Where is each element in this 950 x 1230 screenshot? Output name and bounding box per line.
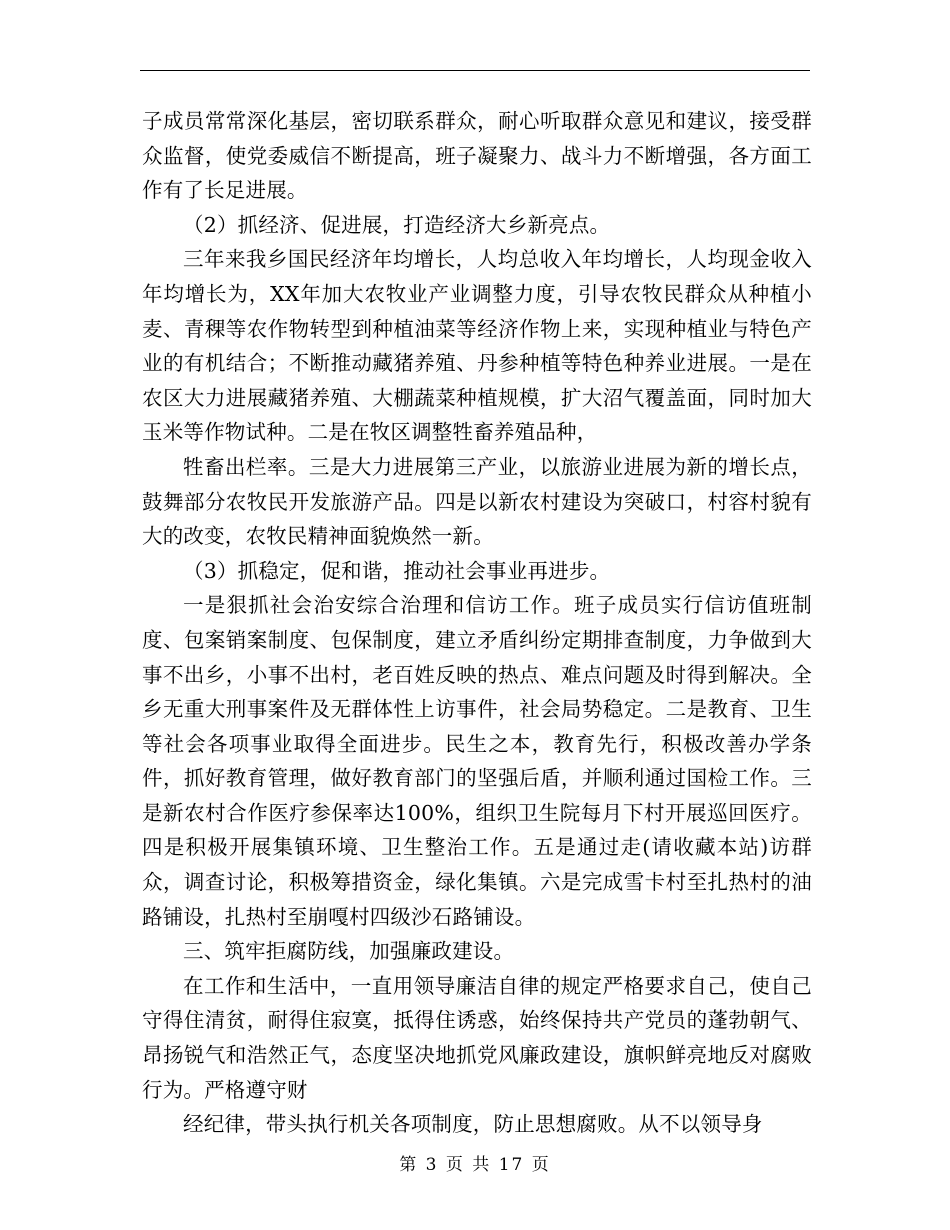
paragraph-2: （2）抓经济、促进展，打造经济大乡新亮点。 — [183, 212, 611, 237]
paragraph-9: 经纪律，带头执行机关各项制度，防止思想腐败。从不以领导身 — [183, 1112, 763, 1137]
paragraph-3: 三年来我乡国民经济年均增长，人均总收入年均增长，人均现金收入年均增长为，XX年加大农牧业产业调整力度，引导农牧民群众从种植小麦、青稞等农作物转型到种植油菜等经济作物上来，实现种植业与特色产业的有机结合；不断推动藏猪养殖、丹参种植等特色种养业进展。一是在农区大力进展藏猪养殖、大棚蔬菜种植规模，扩大沼气覆盖面，同时加大玉米等作物试种。二是在牧区调整牲畜养殖品种， — [142, 247, 812, 445]
paragraph-4: 牲畜出栏率。三是大力进展第三产业，以旅游业进展为新的增长点，鼓舞部分农牧民开发旅游产品。四是以新农村建设为突破口，村容村貌有大的改变，农牧民精神面貌焕然一新。 — [142, 454, 812, 549]
paragraph-5: （3）抓稳定，促和谐，推动社会事业再进步。 — [183, 558, 611, 583]
page-number-footer: 第 3 页 共 17 页 — [399, 1155, 551, 1175]
paragraph-1: 子成员常常深化基层，密切联系群众，耐心听取群众意见和建议，接受群众监督，使党委威信不断提高，班子凝聚力、战斗力不断增强，各方面工作有了长足进展。 — [142, 109, 812, 203]
paragraph-7: 三、筑牢拒腐防线，加强廉政建设。 — [183, 939, 515, 964]
document-body — [142, 104, 812, 1142]
paragraph-8: 在工作和生活中，一直用领导廉洁自律的规定严格要求自己，使自己守得住清贫，耐得住寂寞，抵得住诱惑，始终保持共产党员的蓬勃朝气、昂扬锐气和浩然正气，态度坚决地抓党风廉政建设，旗帜鲜亮地反对腐败行为。严格遵守财 — [142, 973, 812, 1102]
paragraph-6: 一是狠抓社会治安综合治理和信访工作。班子成员实行信访值班制度、包案销案制度、包保制度，建立矛盾纠纷定期排查制度，力争做到大事不出乡，小事不出村，老百姓反映的热点、难点问题及时得到解决。全乡无重大刑事案件及无群体性上访事件，社会局势稳定。二是教育、卫生等社会各项事业取得全面进步。民生之本，教育先行，积极改善办学条件，抓好教育管理，做好教育部门的坚强后盾，并顺利通过国检工作。三是新农村合作医疗参保率达100%，组织卫生院每月下村开展巡回医疗。四是积极开展集镇环境、卫生整治工作。五是通过走(请收藏本站)访群众，调查讨论，积极筹措资金，绿化集镇。六是完成雪卡村至扎热村的油路铺设，扎热村至崩嘎村四级沙石路铺设。 — [142, 593, 812, 929]
header-rule — [140, 70, 810, 71]
